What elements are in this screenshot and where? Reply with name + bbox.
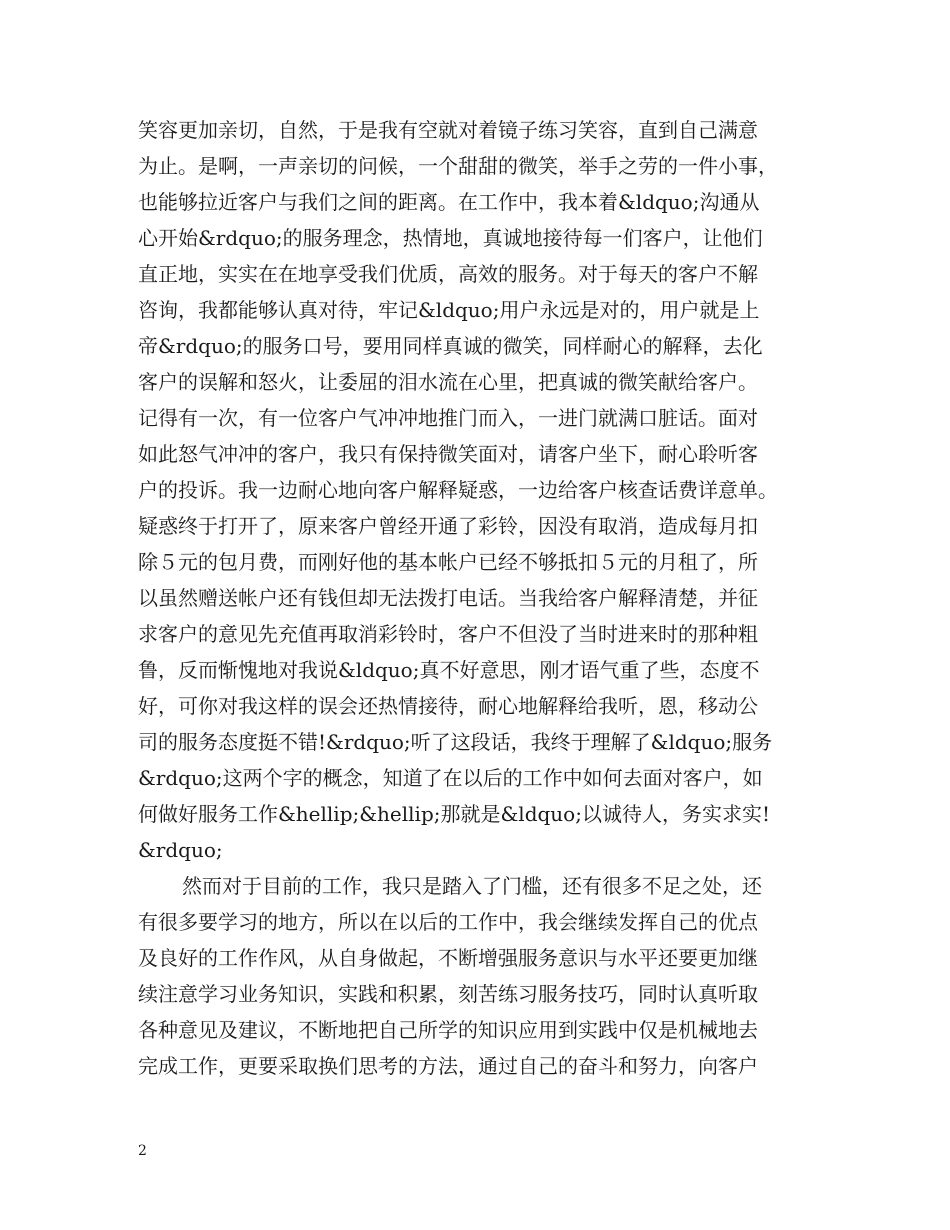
text-line: 咨询，我都能够认真对待，牢记&ldquo;用户永远是对的，用户就是上 xyxy=(138,298,760,322)
text-line: &rdquo; xyxy=(138,838,223,862)
text-line: 为止。是啊，一声亲切的问候，一个甜甜的微笑，举手之劳的一件小事， xyxy=(138,154,778,178)
text-line: 除５元的包月费，而刚好他的基本帐户已经不够抵扣５元的月租了，所 xyxy=(138,550,758,574)
text-line: 何做好服务工作&hellip;&hellip;那就是&ldquo;以诚待人，务实求实! xyxy=(138,802,771,826)
text-line: 鲁，反而惭愧地对我说&ldquo;真不好意思，刚才语气重了些，态度不 xyxy=(138,658,760,682)
page-number: 2 xyxy=(138,1143,147,1159)
text-line: 续注意学习业务知识，实践和积累，刻苦练习服务技巧，同时认真听取 xyxy=(138,982,758,1006)
text-line: 以虽然赠送帐户还有钱但却无法拨打电话。当我给客户解释清楚，并征 xyxy=(138,586,758,610)
text-line: 完成工作，更要采取换们思考的方法，通过自己的奋斗和努力，向客户 xyxy=(138,1054,758,1078)
text-line: 司的服务态度挺不错!&rdquo;听了这段话，我终于理解了&ldquo;服务 xyxy=(138,730,773,754)
text-line: 客户的误解和怒火，让委屈的泪水流在心里，把真诚的微笑献给客户。 xyxy=(138,370,758,394)
text-line: 各种意见及建议，不断地把自己所学的知识应用到实践中仅是机械地去 xyxy=(138,1018,758,1042)
text-line: &rdquo;这两个字的概念，知道了在以后的工作中如何去面对客户，如 xyxy=(138,766,763,790)
text-line: 笑容更加亲切，自然，于是我有空就对着镜子练习笑容，直到自己满意 xyxy=(138,118,758,142)
text-line: 如此怒气冲冲的客户，我只有保持微笑面对，请客户坐下，耐心聆听客 xyxy=(138,442,758,466)
text-line: 有很多要学习的地方，所以在以后的工作中，我会继续发挥自己的优点 xyxy=(138,910,758,934)
body-text xyxy=(138,112,828,1084)
text-line: 直正地，实实在在地享受我们优质，高效的服务。对于每天的客户不解 xyxy=(138,262,758,286)
text-line: 好，可你对我这样的误会还热情接待，耐心地解释给我听，恩，移动公 xyxy=(138,694,758,718)
text-line: 疑惑终于打开了，原来客户曾经开通了彩铃，因没有取消，造成每月扣 xyxy=(138,514,758,538)
text-line: 心开始&rdquo;的服务理念，热情地，真诚地接待每一们客户，让他们 xyxy=(138,226,763,250)
text-line: 帝&rdquo;的服务口号，要用同样真诚的微笑，同样耐心的解释，去化 xyxy=(138,334,763,358)
text-line: 记得有一次，有一位客户气冲冲地推门而入，一进门就满口脏话。面对 xyxy=(138,406,758,430)
paragraph-first-line: 然而对于目前的工作，我只是踏入了门槛，还有很多不足之处，还 xyxy=(182,874,762,898)
text-line: 求客户的意见先充值再取消彩铃时，客户不但没了当时进来时的那种粗 xyxy=(138,622,758,646)
text-line: 也能够拉近客户与我们之间的距离。在工作中，我本着&ldquo;沟通从 xyxy=(138,190,760,214)
text-line: 及良好的工作作风，从自身做起，不断增强服务意识与水平还要更加继 xyxy=(138,946,758,970)
text-line: 户的投诉。我一边耐心地向客户解释疑惑，一边给客户核查话费详意单。 xyxy=(138,478,778,502)
